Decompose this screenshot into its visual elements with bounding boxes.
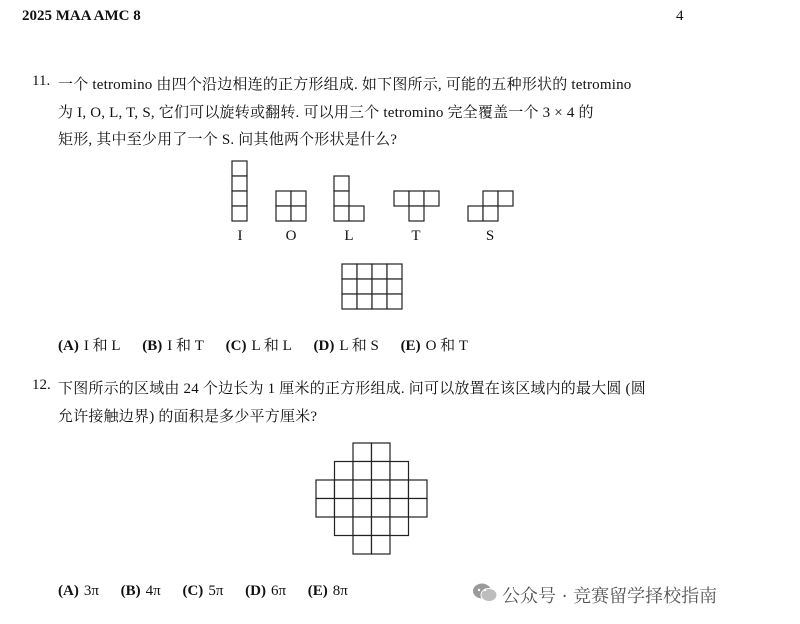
region-cell xyxy=(372,462,391,481)
tetromino-s xyxy=(468,191,513,221)
rect-cell xyxy=(342,264,357,279)
q12-line-1: 下图所示的区域由 24 个边长为 1 厘米的正方形组成. 问可以放置在该区域内的最大圆 (圆 xyxy=(58,381,646,397)
shape-label-t: T xyxy=(411,228,421,244)
q12-choice-c[interactable]: (C) 5π xyxy=(182,583,224,599)
rect-cell xyxy=(372,279,387,294)
rect-cell xyxy=(372,264,387,279)
shape-label-i: I xyxy=(237,228,243,244)
header-title: 2025 MAA AMC 8 xyxy=(22,8,141,24)
page-number: 4 xyxy=(676,8,684,24)
q12-choice-b[interactable]: (B) 4π xyxy=(120,583,161,599)
rect-cell xyxy=(357,294,372,309)
wechat-icon xyxy=(472,582,498,609)
region-cell xyxy=(409,499,428,518)
region-cell xyxy=(353,443,372,462)
region-cell xyxy=(316,499,335,518)
region-cell xyxy=(335,499,354,518)
q11-choice-c[interactable]: (C) L 和 L xyxy=(225,338,292,354)
region-cell xyxy=(372,517,391,536)
shape-label-s: S xyxy=(485,228,495,244)
q12-choice-a[interactable]: (A) 3π xyxy=(58,583,99,599)
region-cell xyxy=(353,499,372,518)
q12-choices xyxy=(58,583,366,600)
region-cell xyxy=(335,517,354,536)
region-cell xyxy=(390,499,409,518)
region-cell xyxy=(335,462,354,481)
region-24-squares xyxy=(316,443,427,554)
region-cell xyxy=(409,480,428,499)
shape-label-o: O xyxy=(285,228,297,244)
q11-line-3: 矩形, 其中至少用了一个 S. 问其他两个形状是什么? xyxy=(58,132,398,148)
q12-choice-d[interactable]: (D) 6π xyxy=(245,583,287,599)
rect-cell xyxy=(342,279,357,294)
rect-cell xyxy=(387,279,402,294)
q12-line-2: 允许接触边界) 的面积是多少平方厘米? xyxy=(58,409,318,425)
region-cell xyxy=(372,536,391,555)
rect-cell xyxy=(342,294,357,309)
rectangle-3x4-grid xyxy=(342,264,402,309)
tetromino-i xyxy=(232,161,247,221)
rect-cell xyxy=(357,279,372,294)
region-cell xyxy=(372,499,391,518)
q11-line-1: 一个 tetromino 由四个沿边相连的正方形组成. 如下图所示, 可能的五种形状的 tetromino xyxy=(58,77,632,93)
shape-label-l: L xyxy=(344,228,354,244)
tetromino-t xyxy=(394,191,439,221)
region-cell xyxy=(390,517,409,536)
region-cell xyxy=(390,462,409,481)
q11-number: 11. xyxy=(32,73,51,89)
tetromino-o xyxy=(276,191,306,221)
rect-cell xyxy=(372,294,387,309)
q12-number: 12. xyxy=(32,377,51,393)
rect-cell xyxy=(387,264,402,279)
region-cell xyxy=(353,536,372,555)
tetromino-l xyxy=(334,176,364,221)
region-cell xyxy=(353,480,372,499)
q11-line-2: 为 I, O, L, T, S, 它们可以旋转或翻转. 可以用三个 tetromino 完全覆盖一个 3 × 4 的 xyxy=(58,105,594,121)
rect-cell xyxy=(387,294,402,309)
region-cell xyxy=(372,480,391,499)
q11-choice-a[interactable]: (A) I 和 L xyxy=(58,338,121,354)
region-cell xyxy=(390,480,409,499)
region-cell xyxy=(353,517,372,536)
region-cell xyxy=(316,480,335,499)
watermark-text: 公众号 · 竞赛留学择校指南 xyxy=(502,586,718,607)
q11-choice-b[interactable]: (B) I 和 T xyxy=(142,338,204,354)
q11-choice-d[interactable]: (D) L 和 S xyxy=(313,338,379,354)
region-cell xyxy=(353,462,372,481)
q11-choice-e[interactable]: (E) O 和 T xyxy=(400,338,469,354)
q11-choices xyxy=(58,334,486,355)
q12-choice-e[interactable]: (E) 8π xyxy=(307,583,348,599)
region-cell xyxy=(335,480,354,499)
region-cell xyxy=(372,443,391,462)
rect-cell xyxy=(357,264,372,279)
